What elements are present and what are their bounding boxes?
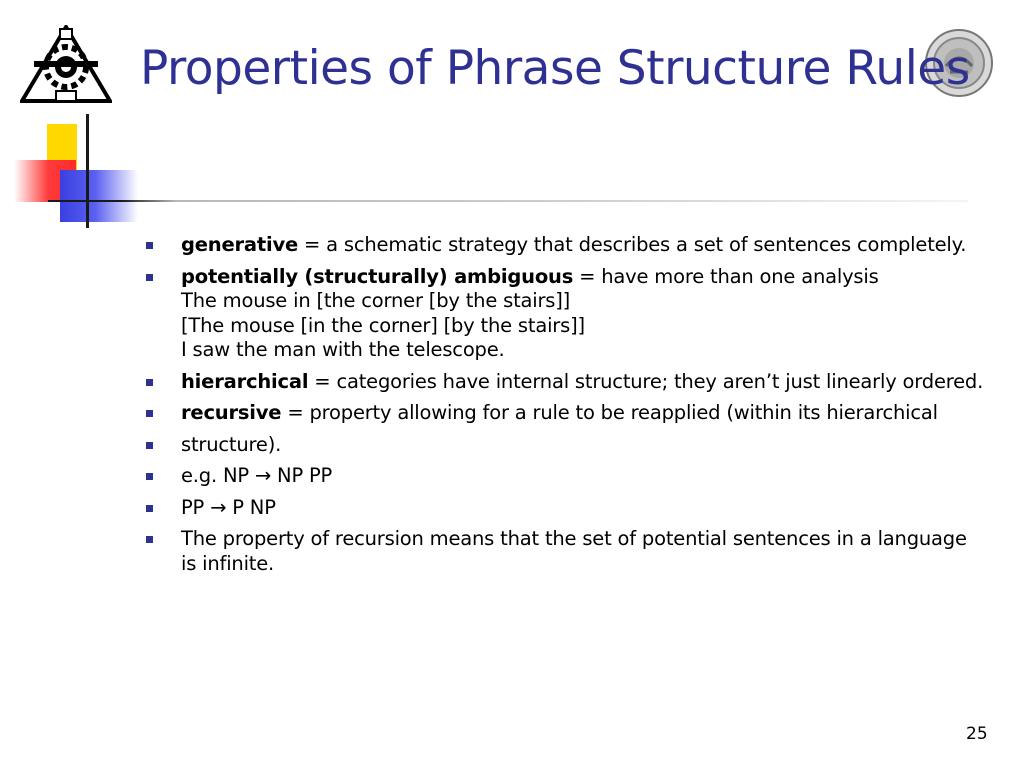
- square-bullet-icon: [146, 473, 153, 480]
- content-area: [146, 233, 986, 583]
- bullet-item: [146, 433, 986, 458]
- bullet-text: PP → P NP: [181, 495, 276, 519]
- square-bullet-icon: [146, 379, 153, 386]
- bullet-text: The property of recursion means that the set of potential sentences in a language is infinite.: [181, 527, 967, 575]
- decor-vertical-line: [86, 114, 89, 228]
- bullet-item: [146, 233, 986, 258]
- bullet-item: [146, 527, 986, 576]
- example-line: I saw the man with the telescope.: [181, 338, 505, 361]
- square-bullet-icon: [146, 410, 153, 417]
- example-line: [The mouse [in the corner] [by the stairs]]: [181, 313, 585, 337]
- term: potentially (structurally) ambiguous: [181, 264, 574, 288]
- square-bullet-icon: [146, 536, 153, 543]
- term: recursive: [181, 401, 282, 424]
- square-bullet-icon: [146, 274, 153, 281]
- bullet-item: [146, 464, 986, 489]
- bullet-item: [146, 265, 986, 363]
- page-number: 25: [966, 724, 988, 744]
- bullet-text: structure).: [181, 432, 282, 456]
- term: hierarchical: [181, 369, 309, 393]
- bullet-item: [146, 401, 986, 426]
- definition: = categories have internal structure; they aren’t just linearly ordered.: [308, 369, 984, 393]
- title-divider: [48, 200, 968, 202]
- bullet-list: [146, 233, 986, 576]
- square-bullet-icon: [146, 442, 153, 449]
- definition: = a schematic strategy that describes a set of sentences completely.: [298, 233, 967, 256]
- square-bullet-icon: [146, 505, 153, 512]
- bullet-text: e.g. NP → NP PP: [181, 464, 333, 487]
- bullet-item: [146, 370, 986, 395]
- decor-blue-block: [60, 170, 138, 222]
- example-line: The mouse in [the corner [by the stairs]]: [181, 289, 571, 312]
- bullet-item: [146, 496, 986, 521]
- square-bullet-icon: [146, 242, 153, 249]
- slide-title: Properties of Phrase Structure Rules: [140, 41, 970, 96]
- definition: = property allowing for a rule to be reapplied (within its hierarchical: [281, 401, 938, 424]
- definition: = have more than one analysis: [573, 264, 879, 288]
- term: generative: [181, 233, 299, 256]
- gear-emblem-logo-icon: [20, 25, 112, 105]
